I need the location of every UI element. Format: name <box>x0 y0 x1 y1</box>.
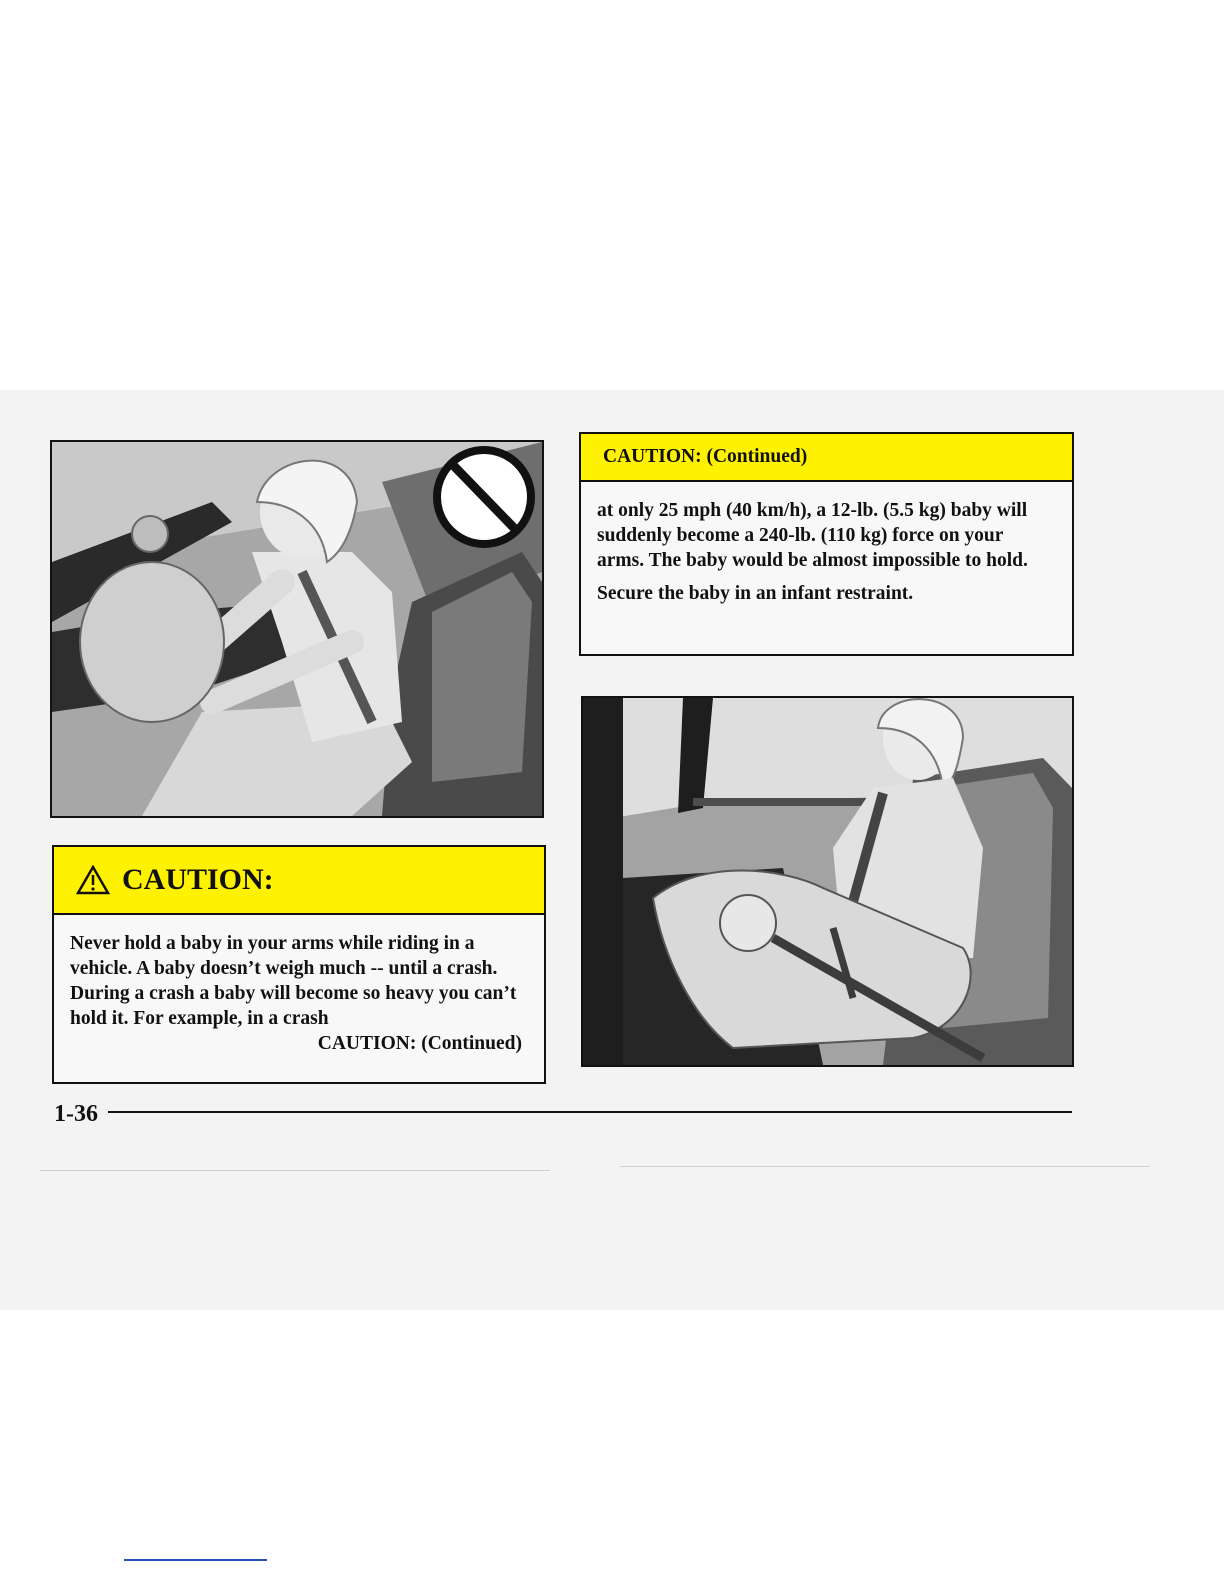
caution-body <box>54 915 544 1056</box>
caution-text: Never hold a baby in your arms while riding in a vehicle. A baby doesn’t weigh much -- until a crash. During a crash a baby will become so heavy you can’t hold it. For example, in a crash <box>70 933 517 1029</box>
footer-rule <box>108 1111 1072 1113</box>
caution-continued-header <box>581 434 1072 482</box>
caution-continued-note: CAUTION: (Continued) <box>317 1033 522 1054</box>
faint-divider <box>620 1166 1150 1167</box>
caution-continued-text: at only 25 mph (40 km/h), a 12-lb. (5.5 kg) baby will suddenly become a 240-lb. (110 kg) force on your arms. The baby would be almost impossible to hold. <box>597 500 1028 571</box>
warning-triangle-icon <box>76 865 110 895</box>
caution-continued-box <box>579 432 1074 656</box>
page-number: 1-36 <box>54 1101 98 1127</box>
caution-header <box>54 847 544 915</box>
caution-title: CAUTION: <box>122 863 274 896</box>
caution-continued-body <box>581 482 1072 606</box>
baby-in-infant-restraint-illustration <box>581 696 1074 1067</box>
prohibited-icon <box>437 450 531 544</box>
caution-instruction: Secure the baby in an infant restraint. <box>597 583 914 604</box>
caution-continued-title: CAUTION: (Continued) <box>603 446 808 467</box>
woman-holding-baby-illustration <box>50 440 544 818</box>
faint-divider <box>40 1170 550 1171</box>
link-underline <box>124 1559 267 1561</box>
caution-box <box>52 845 546 1084</box>
